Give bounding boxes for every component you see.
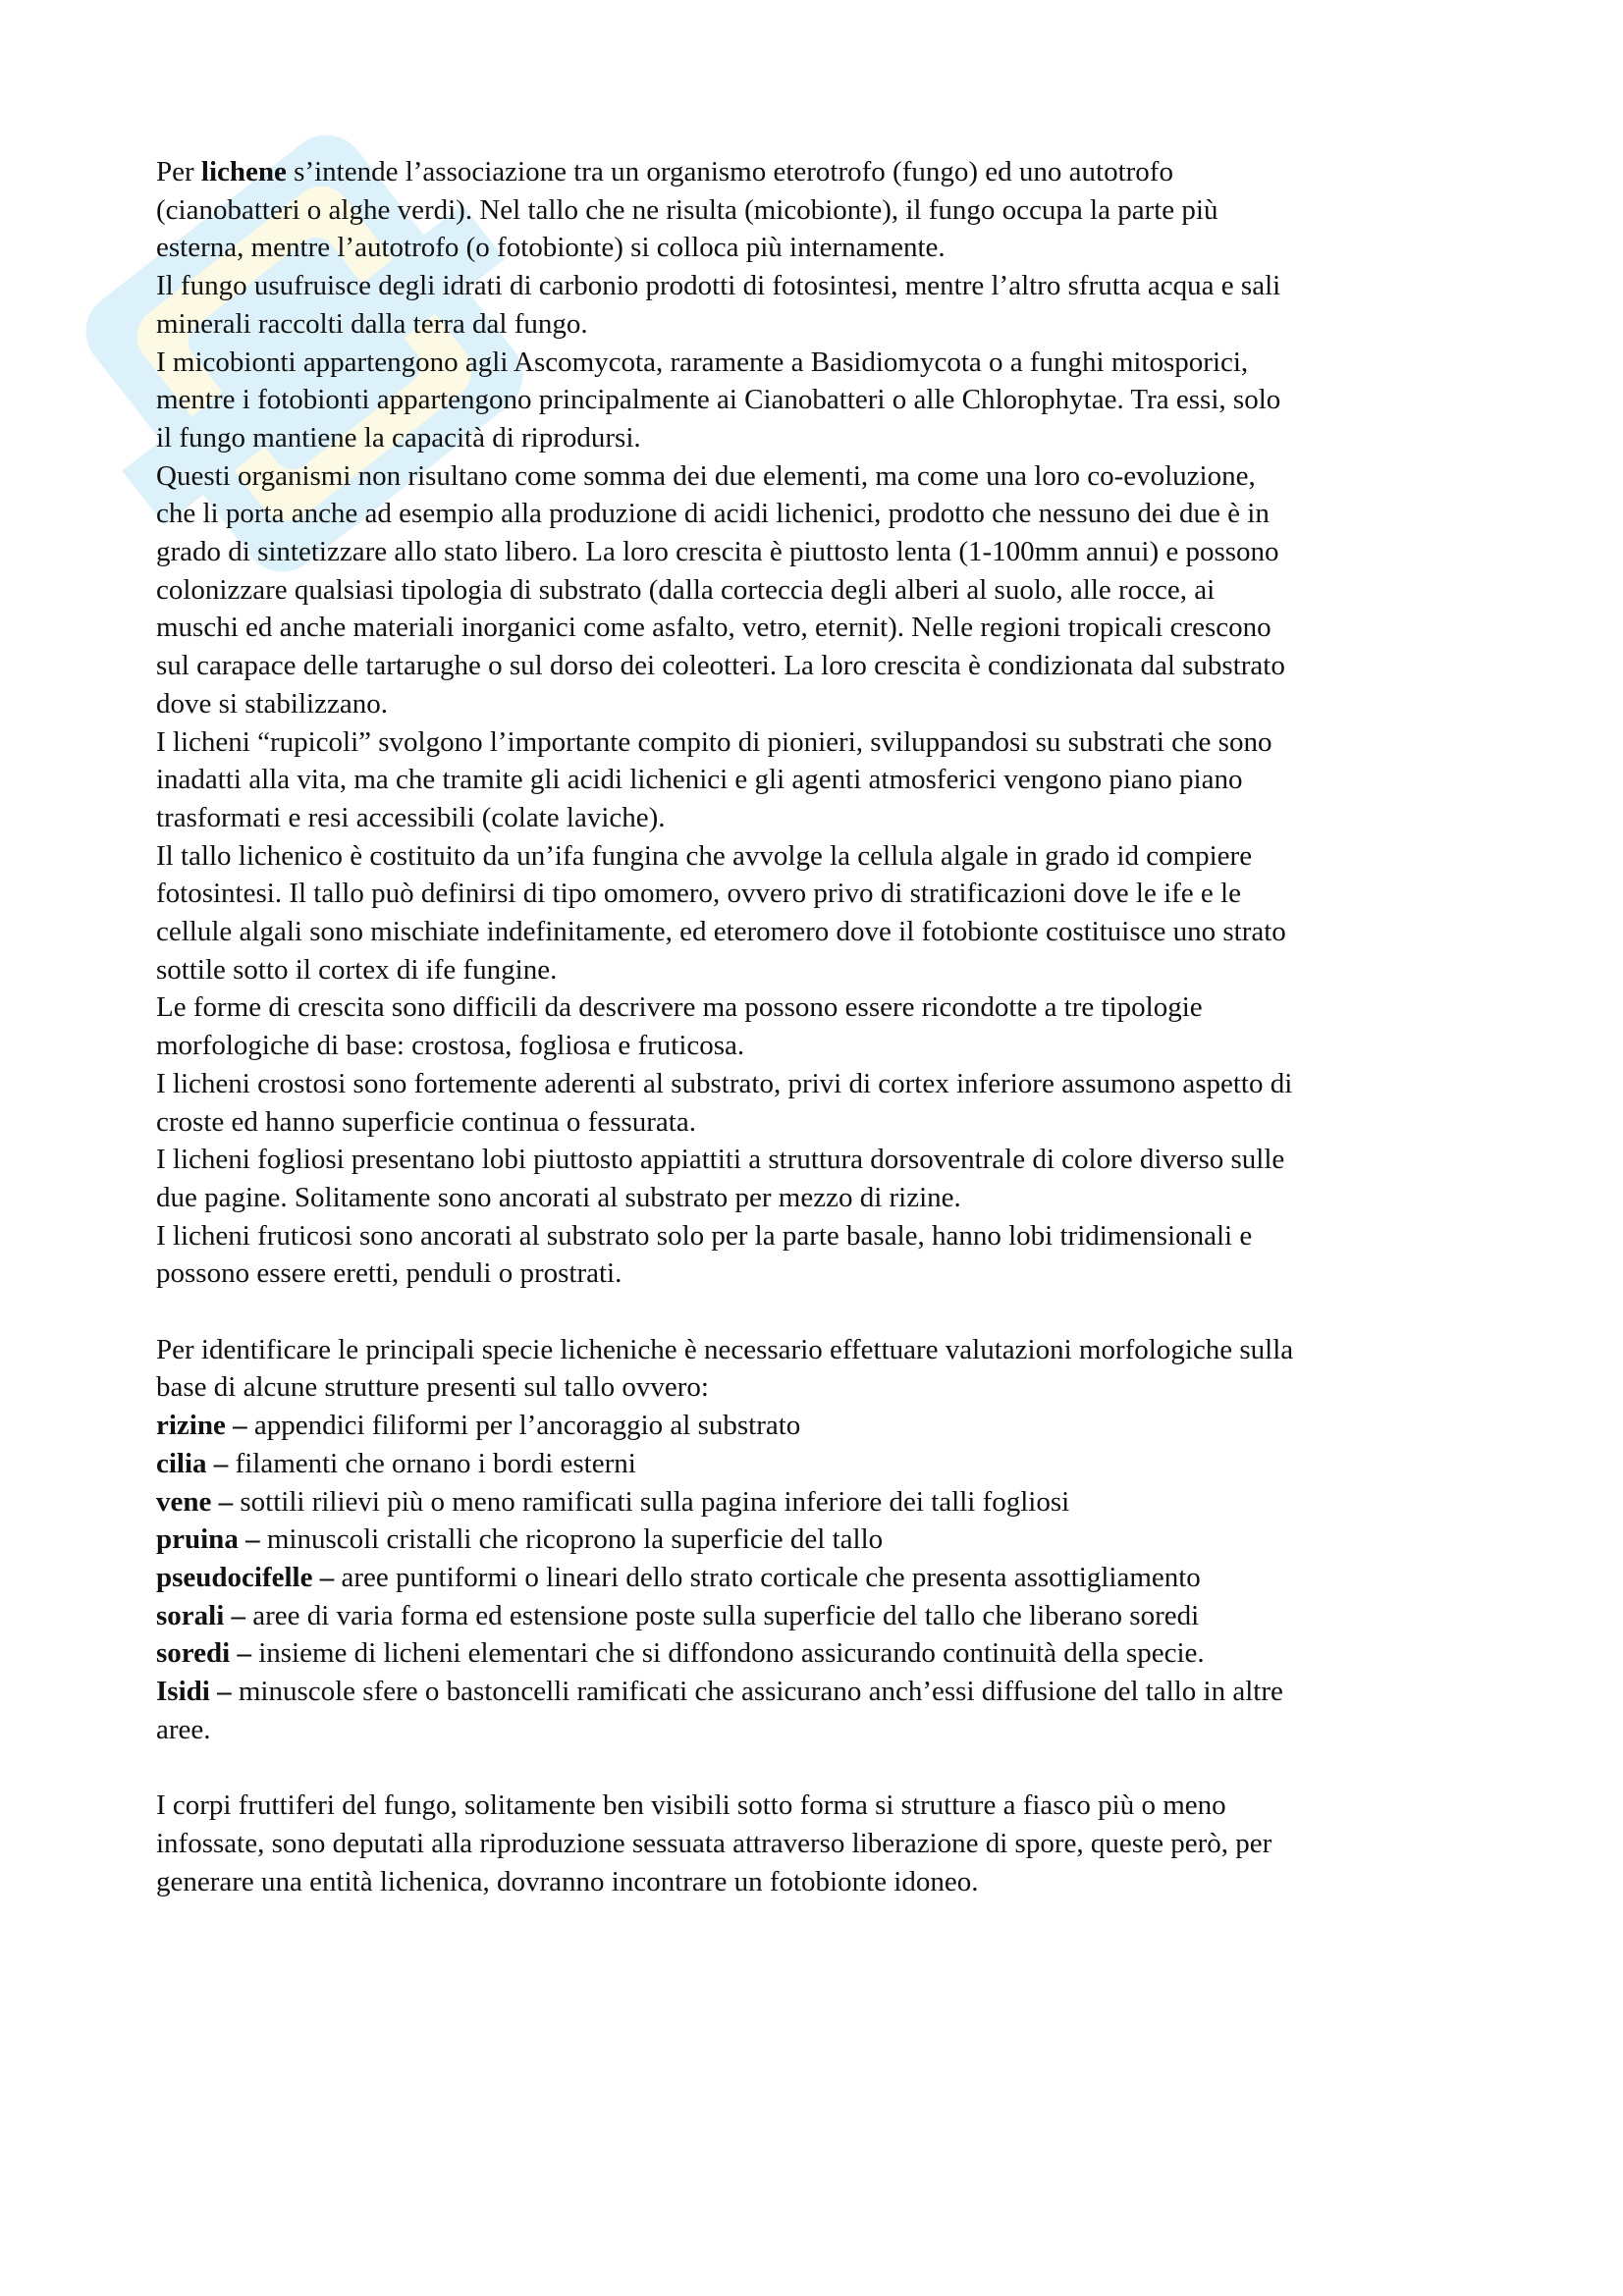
text-line: (cianobatteri o alghe verdi). Nel tallo che ne risulta (micobionte), il fungo occupa la parte più: [156, 193, 1218, 226]
definition-text: filamenti che ornano i bordi esterni: [228, 1447, 636, 1479]
definition-term: soredi –: [156, 1637, 251, 1670]
text-line: I licheni fruticosi sono ancorati al substrato solo per la parte basale, hanno lobi tridimensionali e: [156, 1219, 1253, 1252]
definition-text: appendici filiformi per l’ancoraggio al substrato: [246, 1410, 801, 1442]
paragraph-fruiting-bodies: [156, 1787, 1482, 1900]
definition-text: aree puntiformi o lineari dello strato corticale che presenta assottigliamento: [334, 1562, 1201, 1593]
paragraph-spacer: [156, 1749, 1482, 1788]
definition-text: sottili rilievi più o meno ramificati sulla pagina inferiore dei talli fogliosi: [233, 1485, 1070, 1518]
text-line: il fungo mantiene la capacità di riprodursi.: [156, 421, 641, 454]
text-line: cellule algali sono mischiate indefinitamente, ed eteromero dove il fotobionte costituisce uno strato: [156, 916, 1286, 948]
definition-item-isidi: [156, 1673, 1482, 1711]
text-line: Per identificare le principali specie licheniche è necessario effettuare valutazioni morfologiche sulla: [156, 1333, 1294, 1365]
definition-item-cilia: [156, 1445, 1482, 1483]
definition-term: cilia –: [156, 1447, 229, 1479]
document-body: [156, 153, 1482, 1900]
text-line: inadatti alla vita, ma che tramite gli acidi lichenici e gli agenti atmosferici vengono piano piano: [156, 764, 1243, 796]
definition-text: minuscoli cristalli che ricoprono la superficie del tallo: [259, 1523, 884, 1556]
text-line: esterna, mentre l’autotrofo (o fotobionte) si colloca più internamente.: [156, 232, 946, 264]
text-line: dove si stabilizzano.: [156, 687, 388, 720]
text-line: I licheni “rupicoli” svolgono l’importante compito di pionieri, sviluppandosi su substrati che sono: [156, 725, 1272, 758]
paragraph-lichens-intro: [156, 153, 1482, 1293]
text-line: minerali raccolti dalla terra dal fungo.: [156, 307, 588, 340]
definition-item-pseudocifelle: [156, 1559, 1482, 1597]
definition-term: sorali –: [156, 1599, 246, 1631]
definition-text: insieme di licheni elementari che si diffondono assicurando continuità della specie.: [250, 1637, 1205, 1670]
definition-text: minuscole sfere o bastoncelli ramificati che assicurano anch’essi diffusione del tallo in altre: [231, 1676, 1283, 1708]
paragraph-spacer: [156, 1293, 1482, 1331]
definition-item-rizine: [156, 1407, 1482, 1445]
definition-item-soredi: [156, 1634, 1482, 1673]
text-line: colonizzare qualsiasi tipologia di substrato (dalla corteccia degli alberi al suolo, alle rocce, ai: [156, 573, 1216, 606]
text-line: muschi ed anche materiali inorganici come asfalto, vetro, eternit). Nelle regioni tropicali crescono: [156, 612, 1271, 644]
text-line: sottile sotto il cortex di ife fungine.: [156, 953, 558, 986]
definition-text: aree di varia forma ed estensione poste sulla superficie del tallo che liberano soredi: [245, 1599, 1200, 1631]
bold-term: lichene: [200, 156, 287, 187]
text-line: Per lichene s’intende l’associazione tra un organismo eterotrofo (fungo) ed uno autotrofo: [156, 156, 1173, 187]
text-line: I micobionti appartengono agli Ascomycota, raramente a Basidiomycota o a funghi mitosporici,: [156, 346, 1249, 378]
definition-item-sorali: [156, 1597, 1482, 1635]
definition-term: pruina –: [156, 1523, 260, 1556]
paragraph-identification-structures: [156, 1331, 1482, 1749]
definition-term: rizine –: [156, 1410, 247, 1442]
text-line: fotosintesi. Il tallo può definirsi di tipo omomero, ovvero privo di stratificazioni dove le ife e le: [156, 878, 1241, 910]
text-line: I corpi fruttiferi del fungo, solitamente ben visibili sotto forma si strutture a fiasco più o meno: [156, 1789, 1226, 1822]
text-line: possono essere eretti, penduli o prostrati.: [156, 1257, 622, 1290]
text-line: Questi organismi non risultano come somma dei due elementi, ma come una loro co-evoluzione,: [156, 459, 1256, 492]
definition-term: Isidi –: [156, 1676, 232, 1708]
definition-term: vene –: [156, 1485, 234, 1518]
text-line: I licheni crostosi sono fortemente aderenti al substrato, privi di cortex inferiore assumono aspetto di: [156, 1067, 1293, 1099]
definition-item-pruina: [156, 1521, 1482, 1559]
text-line: croste ed hanno superficie continua o fessurata.: [156, 1105, 696, 1138]
text-line: Le forme di crescita sono difficili da descrivere ma possono essere ricondotte a tre tipologie: [156, 991, 1203, 1024]
text-line: mentre i fotobionti appartengono principalmente ai Cianobatteri o alle Chlorophytae. Tra essi, solo: [156, 384, 1281, 416]
text-line: trasformati e resi accessibili (colate laviche).: [156, 801, 666, 833]
text-line: sul carapace delle tartarughe o sul dorso dei coleotteri. La loro crescita è condizionata dal substrato: [156, 650, 1285, 682]
definition-item-vene: [156, 1483, 1482, 1522]
text-line: aree.: [156, 1713, 211, 1745]
text-line: infossate, sono deputati alla riproduzione sessuata attraverso liberazione di spore, queste però, per: [156, 1827, 1272, 1859]
definition-term: pseudocifelle –: [156, 1562, 335, 1593]
text-line: morfologiche di base: crostosa, fogliosa e fruticosa.: [156, 1030, 745, 1062]
text-line: due pagine. Solitamente sono ancorati al substrato per mezzo di rizine.: [156, 1181, 961, 1213]
text-line: grado di sintetizzare allo stato libero. La loro crescita è piuttosto lenta (1-100mm annui) e possono: [156, 536, 1279, 568]
text-line: generare una entità lichenica, dovranno incontrare un fotobionte idoneo.: [156, 1865, 979, 1897]
text-line: base di alcune strutture presenti sul tallo ovvero:: [156, 1371, 709, 1404]
text-line: Il fungo usufruisce degli idrati di carbonio prodotti di fotosintesi, mentre l’altro sfrutta acqua e sali: [156, 270, 1281, 302]
text-line: che li porta anche ad esempio alla produzione di acidi lichenici, prodotto che nessuno dei due è in: [156, 498, 1270, 530]
text-line: Il tallo lichenico è costituito da un’ifa fungina che avvolge la cellula algale in grado id compiere: [156, 839, 1253, 872]
text-line: I licheni fogliosi presentano lobi piuttosto appiattiti a struttura dorsoventrale di colore diverso sulle: [156, 1144, 1285, 1176]
